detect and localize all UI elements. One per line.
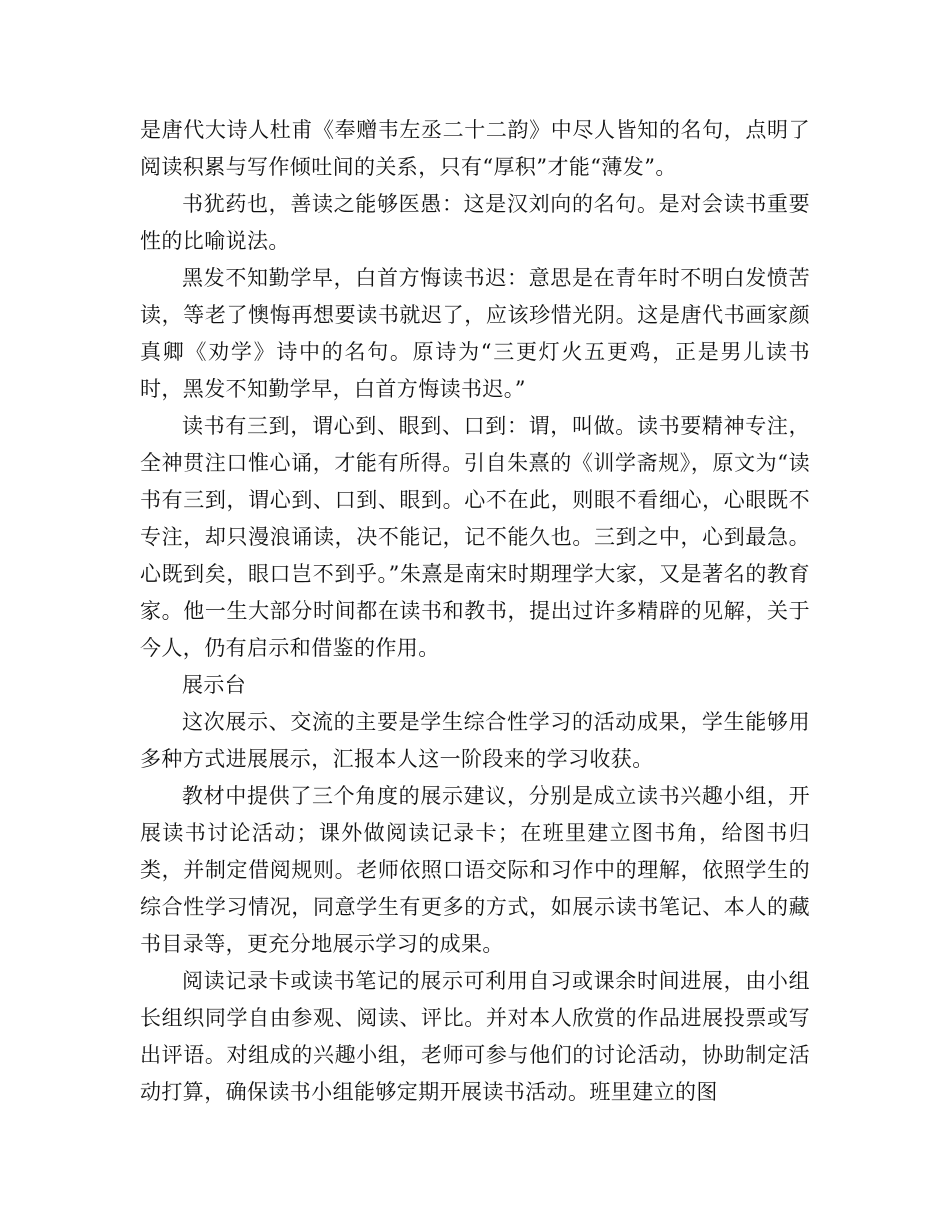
paragraph: 书犹药也，善读之能够医愚：这是汉刘向的名句。是对会读书重要性的比喻说法。 <box>140 192 810 253</box>
paragraph: 这次展示、交流的主要是学生综合性学习的活动成果，学生能够用多种方式进展展示，汇报本人这一阶段来的学习收获。 <box>140 710 810 771</box>
paragraph: 教材中提供了三个角度的展示建议，分别是成立读书兴趣小组，开展读书讨论活动；课外做阅读记录卡；在班里建立图书角，给图书归类，并制定借阅规则。老师依照口语交际和习作中的理解，依照学生的综合性学习情况，同意学生有更多的方式，如展示读书笔记、本人的藏书目录等，更充分地展示学习的成果。 <box>140 784 810 956</box>
paragraph: 黑发不知勤学早，白首方悔读书迟：意思是在青年时不明白发愤苦读，等老了懊悔再想要读书就迟了，应该珍惜光阴。这是唐代书画家颜真卿《劝学》诗中的名句。原诗为“三更灯火五更鸡，正是男儿读书时，黑发不知勤学早，白首方悔读书迟。” <box>140 266 810 401</box>
document-body <box>140 112 810 1111</box>
paragraph: 是唐代大诗人杜甫《奉赠韦左丞二十二韵》中尽人皆知的名句，点明了阅读积累与写作倾吐间的关系，只有“厚积”才能“薄发”。 <box>140 118 810 179</box>
paragraph: 读书有三到，谓心到、眼到、口到：谓，叫做。读书要精神专注，全神贯注口惟心诵，才能有所得。引自朱熹的《训学斋规》，原文为“读书有三到，谓心到、口到、眼到。心不在此，则眼不看细心，心眼既不专注，却只漫浪诵读，决不能记，记不能久也。三到之中，心到最急。心既到矣，眼口岂不到乎。”朱熹是南宋时期理学大家，又是著名的教育家。他一生大部分时间都在读书和教书，提出过许多精辟的见解，关于今人，仍有启示和借鉴的作用。 <box>140 414 810 660</box>
section-heading: 展示台 <box>182 673 247 697</box>
paragraph: 阅读记录卡或读书笔记的展示可利用自习或课余时间进展，由小组长组织同学自由参观、阅读、评比。并对本人欣赏的作品进展投票或写出评语。对组成的兴趣小组，老师可参与他们的讨论活动，协助制定活动打算，确保读书小组能够定期开展读书活动。班里建立的图 <box>140 969 810 1104</box>
